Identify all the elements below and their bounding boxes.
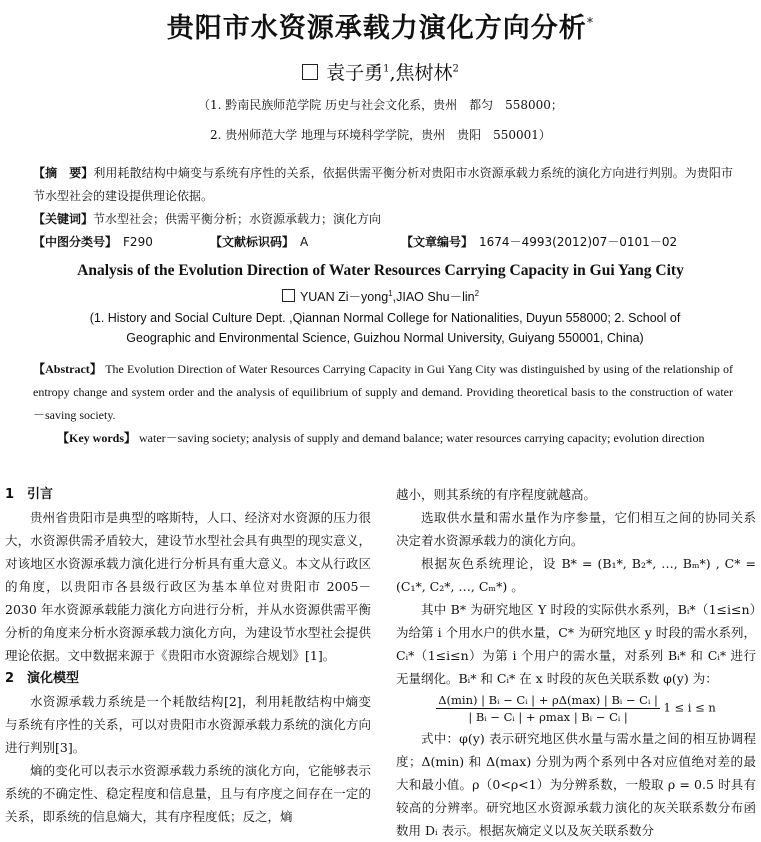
paragraph: 式中：φ(y) 表示研究地区供水量与需水量之间的相互协调程度；Δ(min) 和 Δ(max) 分别为两个系列中各对应值绝对差的最大和最小值。ρ（0<ρ<1）为分辨系数，一般取 ρ = 0.5 时具有较高的分辨率。研究地区水资源承载力演化的灰关联系数分布函数用 Dᵢ 表示。根据灰熵定义以及灰关联系数分 bbox=[396, 731, 756, 838]
paragraph: 水资源承载力系统是一个耗散结构[2]，利用耗散结构中熵变与系统有序性的关系，可以对贵阳市水资源承载力系统的演化方向进行判别[3]。 bbox=[5, 694, 371, 755]
abstract-cn: 【摘 要】利用耗散结构中熵变与系统有序性的关系，依据供需平衡分析对贵阳市水资源承载力系统的演化方向进行判别。为贵阳市节水型社会的建设提供理论依据。 bbox=[33, 166, 733, 203]
classification-line: 【中图分类号】 F290 【文献标识码】 A 【文章编号】 1674－4993(2012)07－0101－02 bbox=[33, 235, 678, 249]
english-authors: YUAN Zi－yong$^1$,JIAO Shu－lin$^2$ bbox=[0, 287, 761, 305]
paragraph: 越小，则其系统的有序程度就越高。 bbox=[396, 487, 597, 502]
checkbox-square-icon bbox=[302, 64, 318, 80]
page-title: 贵阳市水资源承载力演化方向分析* bbox=[166, 13, 595, 44]
paragraph: 选取供水量和需水量作为序参量，它们相互之间的协同关系决定着水资源承载力的演化方向。 bbox=[396, 510, 756, 548]
author-2: 焦树林 bbox=[395, 62, 453, 84]
english-title: Analysis of the Evolution Direction of Water Resources Carrying Capacity in Gui Yang City bbox=[77, 262, 684, 279]
body-right-column bbox=[396, 483, 756, 842]
paragraph: 熵的变化可以表示水资源承载力系统的演化方向，它能够表示系统的不确定性、稳定程度和信息量，且与有序度之间存在一定的关系，即系统的信息熵大，其有序程度低；反之，熵 bbox=[5, 763, 371, 824]
title-footnote-mark: * bbox=[586, 16, 595, 31]
paragraph: 其中 B* 为研究地区 Y 时段的实际供水系列，Bᵢ*（1≤i≤n）为给第 i 个用水户的供水量，C* 为研究地区 y 时段的需水系列，Cᵢ*（1≤i≤n）为第 i 个用户的需水量，对系列 Bᵢ* 和 Cᵢ* 进行无量纲化。Bᵢ* 和 Cᵢ* 在 x 时段的灰色关联系数 φ(y) 为： bbox=[396, 602, 756, 686]
checkbox-square-icon bbox=[282, 289, 295, 302]
author-1: 袁子勇 bbox=[326, 62, 384, 84]
affiliation-1: （1. 黔南民族师范学院 历史与社会文化系，贵州 都匀 558000； bbox=[198, 98, 563, 112]
paragraph: 贵州省贵阳市是典型的喀斯特，人口、经济对水资源的压力很大，水资源供需矛盾较大，建设节水型社会具有典型的现实意义，对该地区水资源承载力演化进行分析具有重大意义。本文从行政区的角度，以贵阳市各县级行政区为基本单位对贵阳市 2005－2030 年水资源承载能力演化方向进行分析，并从水资源供需平衡分析的角度来分析水资源承载力演化方向，为建设节水型社会提供理论依据。文中数据来源于《贵阳市水资源综合规划》[1]。 bbox=[5, 510, 371, 663]
paragraph: 根据灰色系统理论，设 B* = (B₁*, B₂*, …, Bₘ*) , C* = (C₁*, C₂*, …, Cₘ*) 。 bbox=[396, 556, 756, 594]
english-abstract: 【Abstract】 The Evolution Direction of Water Resources Carrying Capacity in Gui Yang City was distinguished by using of the relationship of entropy change and system order and the analysis of equilibrium of supply and demand. Providing theoretical basis to the construction of water－saving society. 【Key words】 water－saving society; analysis of supply and demand balance; water resources carrying capacity; evolution direction bbox=[33, 362, 734, 445]
english-affiliation: (1. History and Social Culture Dept. ,Qiannan Normal College for Nationalities, Duyun 558000; 2. School of Geographic and Environmental Science, Guizhou Normal University, Guiyang 550001, China) bbox=[89, 311, 681, 345]
keywords-cn: 【关键词】节水型社会；供需平衡分析；水资源承载力；演化方向 bbox=[33, 212, 382, 226]
section-heading-2: 2 演化模型 bbox=[5, 671, 80, 686]
affiliation-2: 2. 贵州师范大学 地理与环境科学学院，贵州 贵阳 550001） bbox=[210, 128, 551, 142]
authors: 袁子勇$^1$,焦树林$^2$ bbox=[0, 58, 761, 85]
section-heading-1: 1 引言 bbox=[5, 487, 54, 502]
body-left-column bbox=[5, 483, 371, 828]
equation: $\frac{\text{Δ(min) | Bᵢ − Cᵢ | + ρΔ(max) | Bᵢ − Cᵢ |}}{\text{| Bᵢ − Cᵢ | + ρmax | Bᵢ − Cᵢ |}}$ 1 ≤ i ≤ n bbox=[438, 693, 716, 724]
